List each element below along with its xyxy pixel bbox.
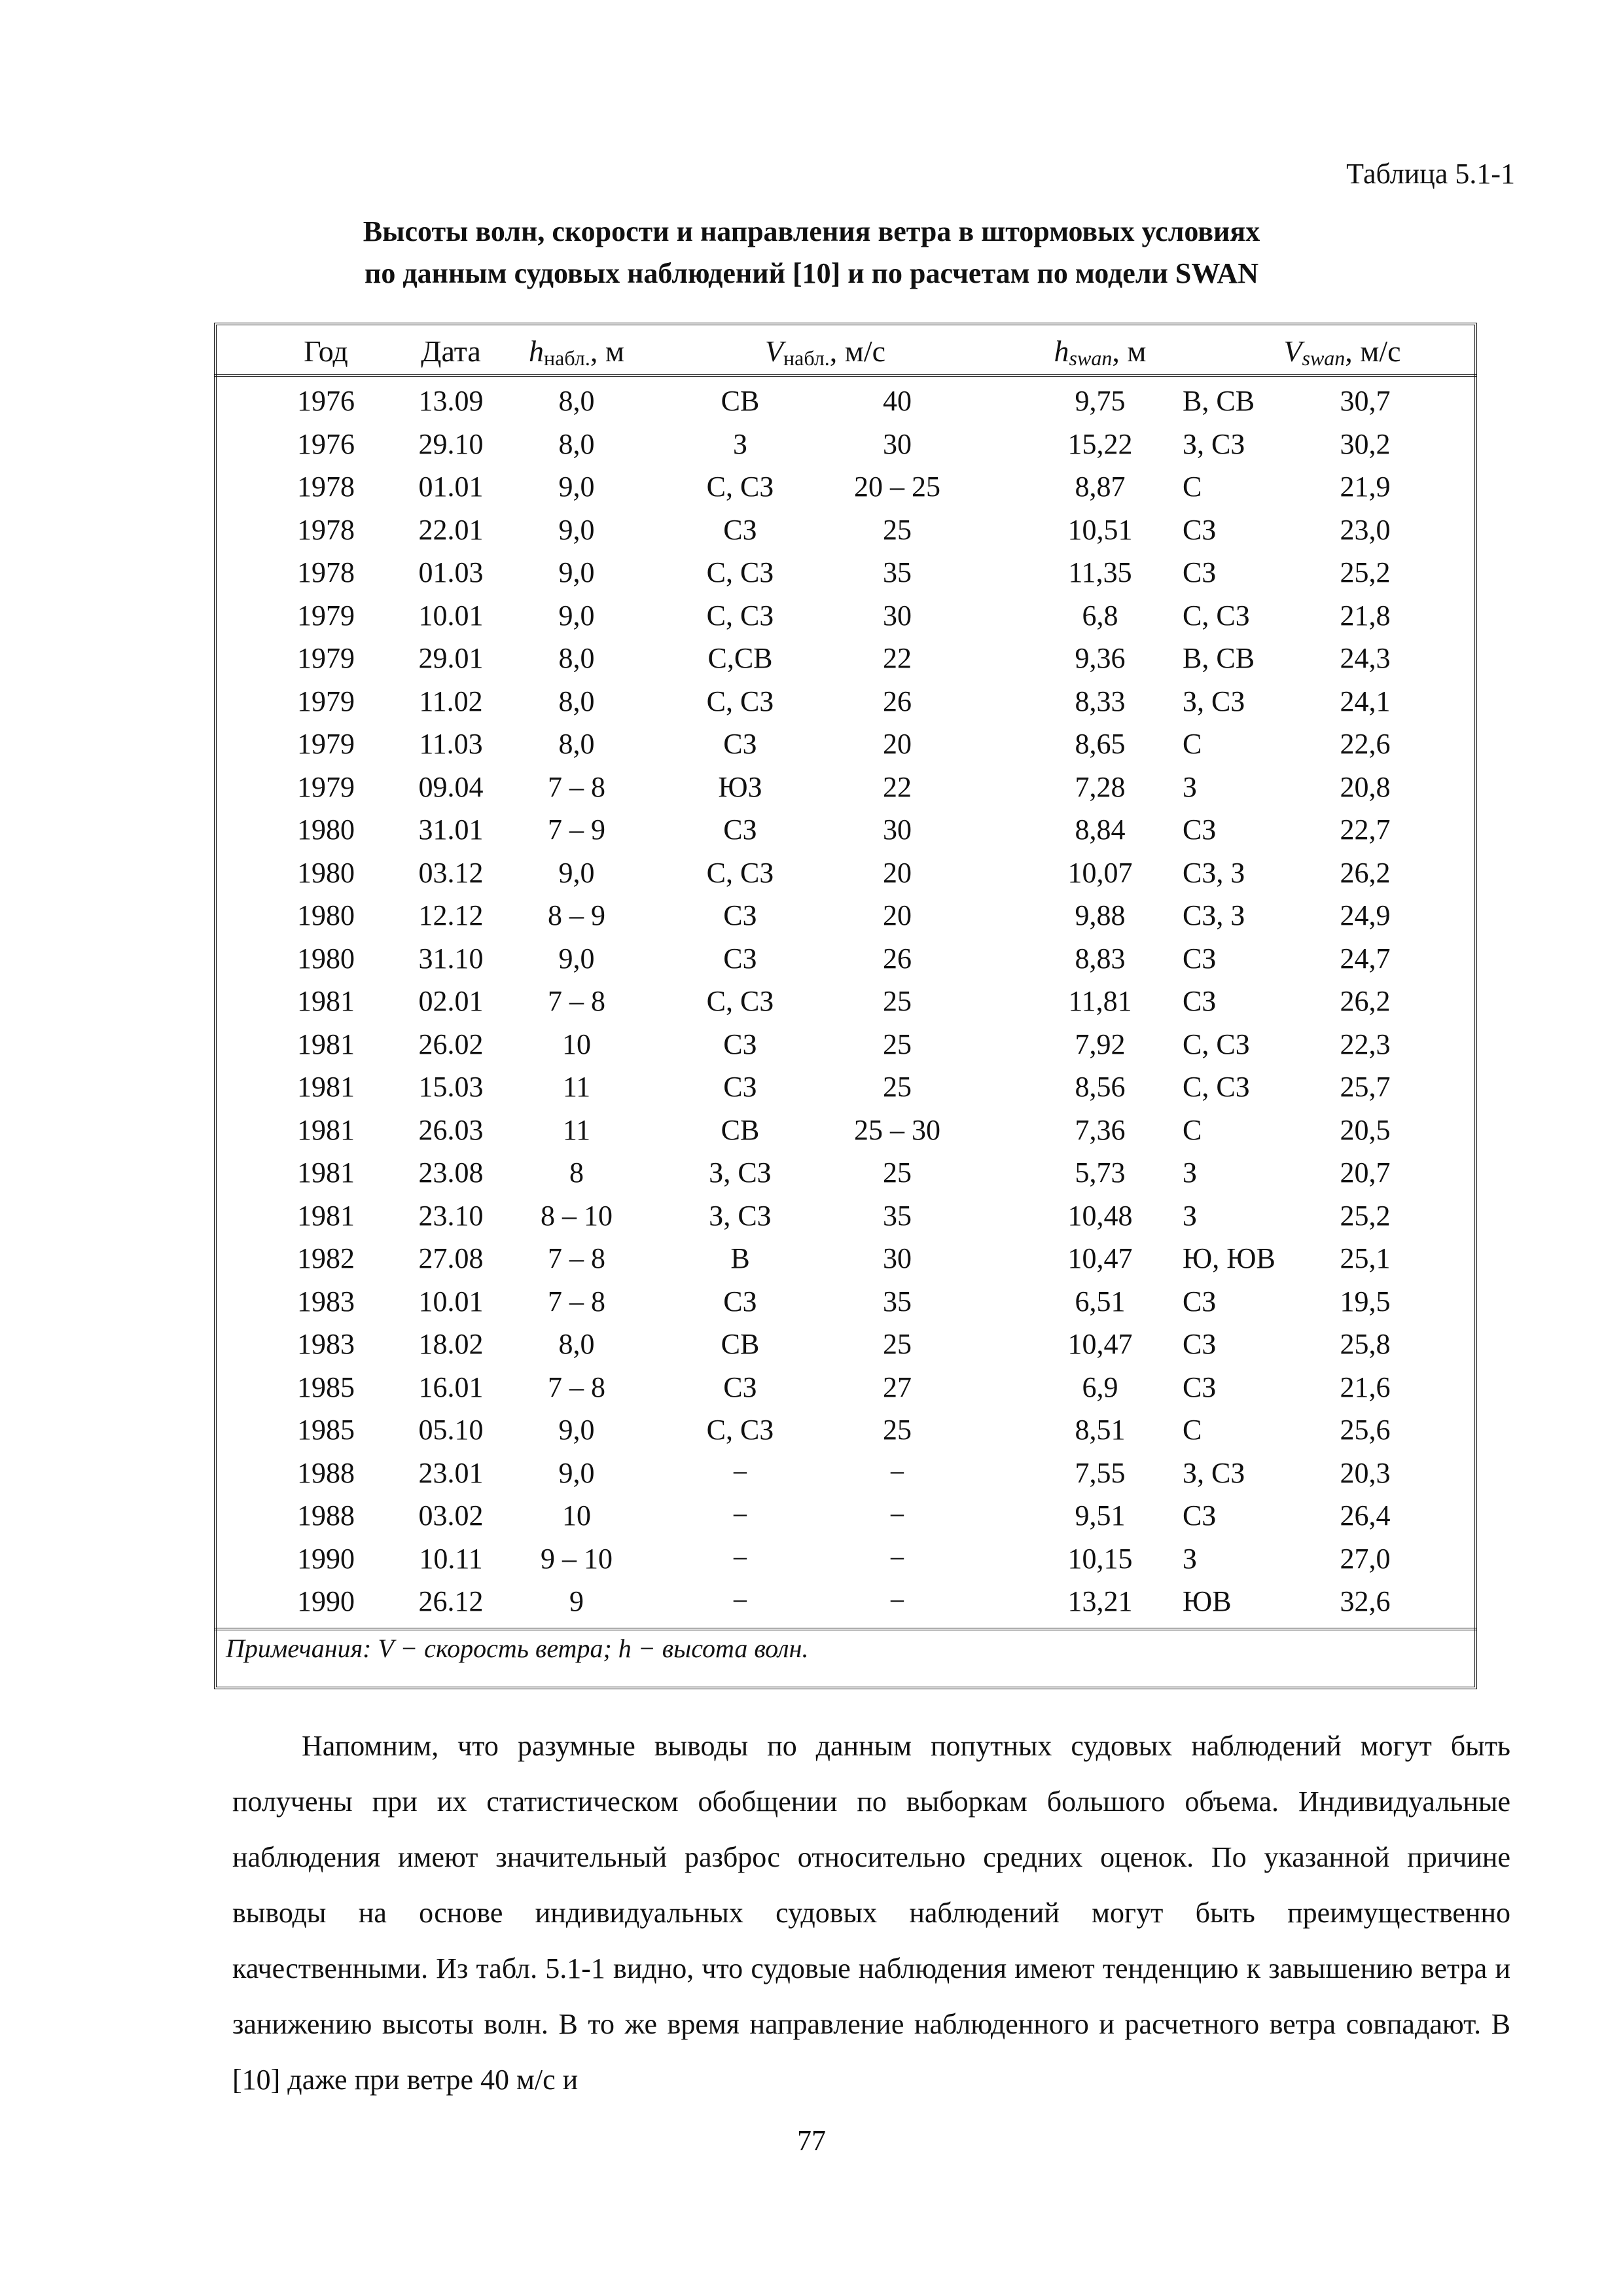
cell-dir-observed: С, СЗ xyxy=(706,556,774,588)
cell-year: 1976 xyxy=(297,385,355,417)
cell-v-observed: 22 xyxy=(883,770,912,803)
cell-h-observed: 8 xyxy=(569,1157,584,1189)
cell-v-swan: 24,1 xyxy=(1340,685,1391,717)
cell-v-observed: 40 xyxy=(883,385,912,417)
cell-dir-swan: З xyxy=(1183,770,1198,803)
cell-v-swan: 22,3 xyxy=(1340,1028,1391,1060)
cell-dir-swan: В, СВ xyxy=(1183,642,1255,674)
cell-date: 23.10 xyxy=(418,1199,484,1232)
cell-date: 22.01 xyxy=(418,513,484,546)
cell-v-swan: 27,0 xyxy=(1340,1542,1391,1575)
cell-date: 13.09 xyxy=(418,385,484,417)
cell-h-swan: 9,75 xyxy=(1075,385,1126,417)
cell-date: 01.01 xyxy=(418,471,484,503)
cell-h-observed: 9,0 xyxy=(558,942,595,975)
cell-year: 1979 xyxy=(297,599,355,632)
cell-date: 26.12 xyxy=(418,1585,484,1617)
cell-dir-observed: СЗ xyxy=(723,1028,757,1060)
cell-h-swan: 7,28 xyxy=(1075,770,1126,803)
cell-date: 16.01 xyxy=(418,1371,484,1403)
header-h-observed: hнабл., м xyxy=(529,334,624,370)
cell-year: 1980 xyxy=(297,814,355,846)
cell-v-observed: 27 xyxy=(883,1371,912,1403)
table-row xyxy=(217,1494,1474,1537)
cell-dir-swan: СЗ xyxy=(1183,556,1217,588)
cell-v-swan: 20,3 xyxy=(1340,1456,1391,1489)
cell-v-observed: 20 xyxy=(883,899,912,931)
cell-h-swan: 9,36 xyxy=(1075,642,1126,674)
table-note: Примечания: V − скорость ветра; h − высота волн. xyxy=(226,1634,809,1663)
cell-h-swan: 8,84 xyxy=(1075,814,1126,846)
cell-h-observed: 8 – 9 xyxy=(548,899,605,931)
cell-v-swan: 20,7 xyxy=(1340,1157,1391,1189)
cell-dir-observed: − xyxy=(732,1499,749,1532)
cell-date: 15.03 xyxy=(418,1071,484,1103)
cell-v-swan: 25,2 xyxy=(1340,556,1391,588)
header-h-swan: hswan, м xyxy=(1054,334,1147,370)
cell-year: 1985 xyxy=(297,1371,355,1403)
cell-h-swan: 8,51 xyxy=(1075,1414,1126,1446)
cell-h-swan: 7,36 xyxy=(1075,1113,1126,1146)
table-row xyxy=(217,1237,1474,1280)
cell-h-observed: 8,0 xyxy=(558,427,595,460)
cell-dir-observed: СЗ xyxy=(723,1071,757,1103)
table-row xyxy=(217,509,1474,552)
cell-year: 1979 xyxy=(297,685,355,717)
cell-date: 12.12 xyxy=(418,899,484,931)
cell-year: 1981 xyxy=(297,985,355,1017)
cell-h-swan: 6,51 xyxy=(1075,1285,1126,1318)
cell-v-observed: 25 xyxy=(883,985,912,1017)
cell-v-observed: 26 xyxy=(883,685,912,717)
cell-year: 1980 xyxy=(297,899,355,931)
table-row xyxy=(217,894,1474,937)
cell-h-observed: 7 – 8 xyxy=(548,1242,605,1274)
table-row xyxy=(217,1194,1474,1238)
table-row xyxy=(217,1323,1474,1366)
cell-year: 1981 xyxy=(297,1157,355,1189)
cell-h-observed: 9,0 xyxy=(558,1414,595,1446)
cell-h-swan: 7,92 xyxy=(1075,1028,1126,1060)
cell-year: 1990 xyxy=(297,1542,355,1575)
page-number: 77 xyxy=(797,2125,826,2157)
cell-date: 05.10 xyxy=(418,1414,484,1446)
cell-dir-observed: С, СЗ xyxy=(706,1414,774,1446)
table-row xyxy=(217,1408,1474,1452)
cell-v-swan: 26,2 xyxy=(1340,985,1391,1017)
header-v-observed: Vнабл., м/с xyxy=(764,334,886,370)
cell-date: 02.01 xyxy=(418,985,484,1017)
cell-dir-observed: З xyxy=(732,427,748,460)
table-body xyxy=(217,380,1474,1623)
table-row xyxy=(217,937,1474,980)
cell-dir-swan: СЗ xyxy=(1183,1328,1217,1360)
cell-h-observed: 8,0 xyxy=(558,685,595,717)
cell-v-swan: 19,5 xyxy=(1340,1285,1391,1318)
cell-h-swan: 6,8 xyxy=(1082,599,1118,632)
cell-year: 1978 xyxy=(297,471,355,503)
table-row xyxy=(217,1280,1474,1323)
cell-year: 1981 xyxy=(297,1199,355,1232)
cell-dir-observed: СВ xyxy=(721,385,760,417)
cell-h-observed: 8,0 xyxy=(558,728,595,760)
cell-dir-swan: З, СЗ xyxy=(1183,1456,1245,1489)
cell-h-observed: 9,0 xyxy=(558,556,595,588)
cell-v-observed: 22 xyxy=(883,642,912,674)
table-row xyxy=(217,808,1474,852)
cell-v-swan: 32,6 xyxy=(1340,1585,1391,1617)
cell-h-swan: 15,22 xyxy=(1067,427,1133,460)
cell-dir-swan: ЮВ xyxy=(1183,1585,1232,1617)
cell-dir-swan: З xyxy=(1183,1199,1198,1232)
cell-year: 1982 xyxy=(297,1242,355,1274)
table-row xyxy=(217,465,1474,509)
cell-year: 1983 xyxy=(297,1328,355,1360)
cell-dir-observed: − xyxy=(732,1585,749,1617)
cell-v-swan: 26,4 xyxy=(1340,1499,1391,1532)
cell-h-swan: 11,81 xyxy=(1068,985,1132,1017)
cell-v-observed: − xyxy=(889,1542,906,1575)
cell-h-observed: 11 xyxy=(562,1071,591,1103)
table-row xyxy=(217,594,1474,637)
header-year: Год xyxy=(304,334,348,368)
cell-v-observed: 30 xyxy=(883,599,912,632)
cell-dir-swan: С xyxy=(1183,1414,1202,1446)
cell-date: 23.08 xyxy=(418,1157,484,1189)
cell-dir-observed: СЗ xyxy=(723,814,757,846)
cell-h-swan: 10,48 xyxy=(1067,1199,1133,1232)
cell-h-swan: 10,15 xyxy=(1067,1542,1133,1575)
cell-v-swan: 25,6 xyxy=(1340,1414,1391,1446)
cell-h-swan: 8,87 xyxy=(1075,471,1126,503)
cell-dir-swan: СЗ xyxy=(1183,1285,1217,1318)
cell-v-observed: 30 xyxy=(883,814,912,846)
cell-year: 1981 xyxy=(297,1071,355,1103)
cell-dir-swan: З, СЗ xyxy=(1183,685,1245,717)
header-v-swan: Vswan, м/с xyxy=(1283,334,1401,370)
cell-h-observed: 8 – 10 xyxy=(541,1199,613,1232)
cell-dir-observed: В xyxy=(730,1242,750,1274)
cell-v-swan: 20,8 xyxy=(1340,770,1391,803)
table-row xyxy=(217,1580,1474,1623)
cell-dir-swan: С, СЗ xyxy=(1183,1071,1250,1103)
cell-dir-swan: З xyxy=(1183,1157,1198,1189)
cell-year: 1983 xyxy=(297,1285,355,1318)
cell-date: 26.02 xyxy=(418,1028,484,1060)
cell-date: 10.01 xyxy=(418,599,484,632)
cell-dir-swan: С xyxy=(1183,471,1202,503)
cell-date: 11.03 xyxy=(419,728,483,760)
cell-dir-swan: С, СЗ xyxy=(1183,599,1250,632)
cell-dir-observed: С, СЗ xyxy=(706,599,774,632)
cell-dir-observed: − xyxy=(732,1542,749,1575)
cell-v-observed: 30 xyxy=(883,427,912,460)
cell-dir-observed: С, СЗ xyxy=(706,985,774,1017)
cell-date: 31.10 xyxy=(418,942,484,975)
cell-h-swan: 7,55 xyxy=(1075,1456,1126,1489)
cell-dir-swan: З, СЗ xyxy=(1183,427,1245,460)
cell-h-observed: 11 xyxy=(562,1113,591,1146)
cell-dir-observed: С,СВ xyxy=(707,642,773,674)
cell-h-swan: 6,9 xyxy=(1082,1371,1118,1403)
caption-line-1: Высоты волн, скорости и направления ветра в штормовых условиях xyxy=(363,215,1260,247)
cell-v-observed: 26 xyxy=(883,942,912,975)
cell-year: 1990 xyxy=(297,1585,355,1617)
body-paragraph: Напомним, что разумные выводы по данным попутных судовых наблюдений могут быть получены при их статистическом обобщении по выборкам большого объема. Индивидуальные наблюдения имеют значительный разброс относительно средних оценок. По указанной причине выводы на основе индивидуальных судовых наблюдений могут быть преимущественно качественными. Из табл. 5.1-1 видно, что судовые наблюдения имеют тенденцию к завышению ветра и занижению высоты волн. В то же время направление наблюденного и расчетного ветра совпадают. В [10] даже при ветре 40 м/с и xyxy=(232,1730,1510,2096)
table-row xyxy=(217,723,1474,766)
cell-h-observed: 9,0 xyxy=(558,1456,595,1489)
cell-v-swan: 25,8 xyxy=(1340,1328,1391,1360)
table-row xyxy=(217,980,1474,1023)
cell-date: 26.03 xyxy=(418,1113,484,1146)
cell-h-observed: 8,0 xyxy=(558,642,595,674)
cell-date: 10.11 xyxy=(419,1542,483,1575)
cell-date: 29.10 xyxy=(418,427,484,460)
cell-v-swan: 26,2 xyxy=(1340,856,1391,889)
cell-year: 1988 xyxy=(297,1456,355,1489)
cell-h-swan: 5,73 xyxy=(1075,1157,1126,1189)
table-row xyxy=(217,766,1474,809)
cell-dir-observed: СЗ xyxy=(723,1285,757,1318)
cell-h-swan: 10,07 xyxy=(1067,856,1133,889)
table-row xyxy=(217,380,1474,423)
table-row xyxy=(217,423,1474,466)
cell-year: 1981 xyxy=(297,1113,355,1146)
cell-v-swan: 22,7 xyxy=(1340,814,1391,846)
cell-v-swan: 30,2 xyxy=(1340,427,1391,460)
table-row xyxy=(217,1066,1474,1109)
cell-date: 03.12 xyxy=(418,856,484,889)
note-divider xyxy=(214,1628,1477,1630)
cell-h-swan: 9,51 xyxy=(1075,1499,1126,1532)
cell-dir-swan: СЗ, З xyxy=(1183,856,1245,889)
cell-v-observed: 35 xyxy=(883,556,912,588)
cell-v-observed: 35 xyxy=(883,1199,912,1232)
cell-h-swan: 11,35 xyxy=(1068,556,1132,588)
cell-dir-observed: − xyxy=(732,1456,749,1489)
cell-date: 11.02 xyxy=(419,685,483,717)
cell-date: 29.01 xyxy=(418,642,484,674)
cell-v-swan: 21,9 xyxy=(1340,471,1391,503)
cell-h-swan: 10,51 xyxy=(1067,513,1133,546)
header-date: Дата xyxy=(421,334,481,368)
cell-v-swan: 21,8 xyxy=(1340,599,1391,632)
cell-date: 31.01 xyxy=(418,814,484,846)
table-row xyxy=(217,637,1474,680)
caption-line-2: по данным судовых наблюдений [10] и по расчетам по модели SWAN xyxy=(364,257,1259,289)
cell-dir-swan: СЗ xyxy=(1183,513,1217,546)
cell-h-observed: 7 – 9 xyxy=(548,814,605,846)
cell-dir-observed: СВ xyxy=(721,1113,760,1146)
cell-v-swan: 24,7 xyxy=(1340,942,1391,975)
cell-dir-swan: В, СВ xyxy=(1183,385,1255,417)
cell-h-observed: 9,0 xyxy=(558,471,595,503)
cell-year: 1979 xyxy=(297,642,355,674)
cell-dir-observed: СЗ xyxy=(723,942,757,975)
cell-v-observed: 20 – 25 xyxy=(854,471,940,503)
header-divider xyxy=(214,374,1477,377)
cell-dir-swan: С, СЗ xyxy=(1183,1028,1250,1060)
table-row xyxy=(217,852,1474,895)
cell-v-observed: 20 xyxy=(883,856,912,889)
cell-v-swan: 20,5 xyxy=(1340,1113,1391,1146)
cell-h-observed: 7 – 8 xyxy=(548,770,605,803)
cell-h-swan: 10,47 xyxy=(1067,1328,1133,1360)
cell-year: 1978 xyxy=(297,513,355,546)
table-row xyxy=(217,1023,1474,1066)
cell-v-swan: 25,1 xyxy=(1340,1242,1391,1274)
cell-v-observed: 25 xyxy=(883,513,912,546)
cell-h-swan: 8,56 xyxy=(1075,1071,1126,1103)
cell-dir-observed: З, СЗ xyxy=(709,1157,772,1189)
cell-h-swan: 9,88 xyxy=(1075,899,1126,931)
cell-v-observed: 25 xyxy=(883,1071,912,1103)
cell-h-observed: 9,0 xyxy=(558,513,595,546)
cell-dir-swan: С xyxy=(1183,728,1202,760)
cell-year: 1976 xyxy=(297,427,355,460)
cell-dir-swan: СЗ xyxy=(1183,1371,1217,1403)
cell-dir-observed: С, СЗ xyxy=(706,685,774,717)
cell-dir-swan: СЗ, З xyxy=(1183,899,1245,931)
table-caption xyxy=(0,211,1623,295)
cell-v-observed: − xyxy=(889,1456,906,1489)
cell-year: 1979 xyxy=(297,770,355,803)
cell-h-swan: 8,65 xyxy=(1075,728,1126,760)
cell-dir-observed: СЗ xyxy=(723,1371,757,1403)
cell-year: 1988 xyxy=(297,1499,355,1532)
cell-dir-swan: СЗ xyxy=(1183,1499,1217,1532)
cell-v-observed: 30 xyxy=(883,1242,912,1274)
cell-v-observed: − xyxy=(889,1585,906,1617)
cell-v-swan: 21,6 xyxy=(1340,1371,1391,1403)
cell-v-observed: 25 xyxy=(883,1157,912,1189)
cell-dir-observed: З, СЗ xyxy=(709,1199,772,1232)
cell-date: 03.02 xyxy=(418,1499,484,1532)
cell-v-swan: 23,0 xyxy=(1340,513,1391,546)
table-row xyxy=(217,1452,1474,1495)
cell-dir-observed: СВ xyxy=(721,1328,760,1360)
cell-dir-observed: ЮЗ xyxy=(718,770,762,803)
cell-h-observed: 10 xyxy=(562,1499,591,1532)
table-header-row xyxy=(217,327,1474,373)
table-row xyxy=(217,551,1474,594)
cell-dir-observed: СЗ xyxy=(723,513,757,546)
cell-dir-swan: СЗ xyxy=(1183,985,1217,1017)
cell-v-swan: 25,7 xyxy=(1340,1071,1391,1103)
cell-v-swan: 25,2 xyxy=(1340,1199,1391,1232)
cell-h-swan: 8,83 xyxy=(1075,942,1126,975)
cell-v-observed: − xyxy=(889,1499,906,1532)
cell-date: 09.04 xyxy=(418,770,484,803)
cell-h-swan: 10,47 xyxy=(1067,1242,1133,1274)
cell-year: 1980 xyxy=(297,856,355,889)
cell-v-observed: 35 xyxy=(883,1285,912,1318)
cell-v-observed: 25 – 30 xyxy=(854,1113,940,1146)
cell-v-observed: 20 xyxy=(883,728,912,760)
cell-h-observed: 9,0 xyxy=(558,599,595,632)
cell-dir-swan: Ю, ЮВ xyxy=(1183,1242,1275,1274)
cell-h-observed: 8,0 xyxy=(558,1328,595,1360)
cell-year: 1978 xyxy=(297,556,355,588)
cell-v-swan: 30,7 xyxy=(1340,385,1391,417)
cell-v-swan: 24,3 xyxy=(1340,642,1391,674)
cell-h-swan: 8,33 xyxy=(1075,685,1126,717)
cell-year: 1985 xyxy=(297,1414,355,1446)
cell-h-observed: 9,0 xyxy=(558,856,595,889)
cell-v-observed: 25 xyxy=(883,1028,912,1060)
cell-v-observed: 25 xyxy=(883,1414,912,1446)
cell-date: 01.03 xyxy=(418,556,484,588)
cell-dir-swan: СЗ xyxy=(1183,942,1217,975)
cell-dir-swan: СЗ xyxy=(1183,814,1217,846)
cell-h-observed: 9 – 10 xyxy=(541,1542,613,1575)
table-number-label: Таблица 5.1-1 xyxy=(1346,158,1515,190)
cell-date: 10.01 xyxy=(418,1285,484,1318)
cell-dir-observed: С, СЗ xyxy=(706,856,774,889)
cell-h-swan: 13,21 xyxy=(1067,1585,1133,1617)
table-row xyxy=(217,1109,1474,1152)
table-row xyxy=(217,1366,1474,1409)
cell-h-observed: 7 – 8 xyxy=(548,1285,605,1318)
cell-dir-observed: С, СЗ xyxy=(706,471,774,503)
cell-date: 23.01 xyxy=(418,1456,484,1489)
cell-dir-observed: СЗ xyxy=(723,899,757,931)
cell-year: 1980 xyxy=(297,942,355,975)
cell-h-observed: 9 xyxy=(569,1585,584,1617)
table-row xyxy=(217,1537,1474,1581)
cell-date: 27.08 xyxy=(418,1242,484,1274)
cell-year: 1979 xyxy=(297,728,355,760)
cell-year: 1981 xyxy=(297,1028,355,1060)
cell-dir-swan: С xyxy=(1183,1113,1202,1146)
cell-h-observed: 7 – 8 xyxy=(548,1371,605,1403)
cell-dir-swan: З xyxy=(1183,1542,1198,1575)
cell-h-observed: 7 – 8 xyxy=(548,985,605,1017)
cell-v-swan: 24,9 xyxy=(1340,899,1391,931)
cell-date: 18.02 xyxy=(418,1328,484,1360)
cell-v-swan: 22,6 xyxy=(1340,728,1391,760)
table-row xyxy=(217,1151,1474,1194)
cell-h-observed: 8,0 xyxy=(558,385,595,417)
cell-v-observed: 25 xyxy=(883,1328,912,1360)
cell-dir-observed: СЗ xyxy=(723,728,757,760)
cell-h-observed: 10 xyxy=(562,1028,591,1060)
table-row xyxy=(217,680,1474,723)
